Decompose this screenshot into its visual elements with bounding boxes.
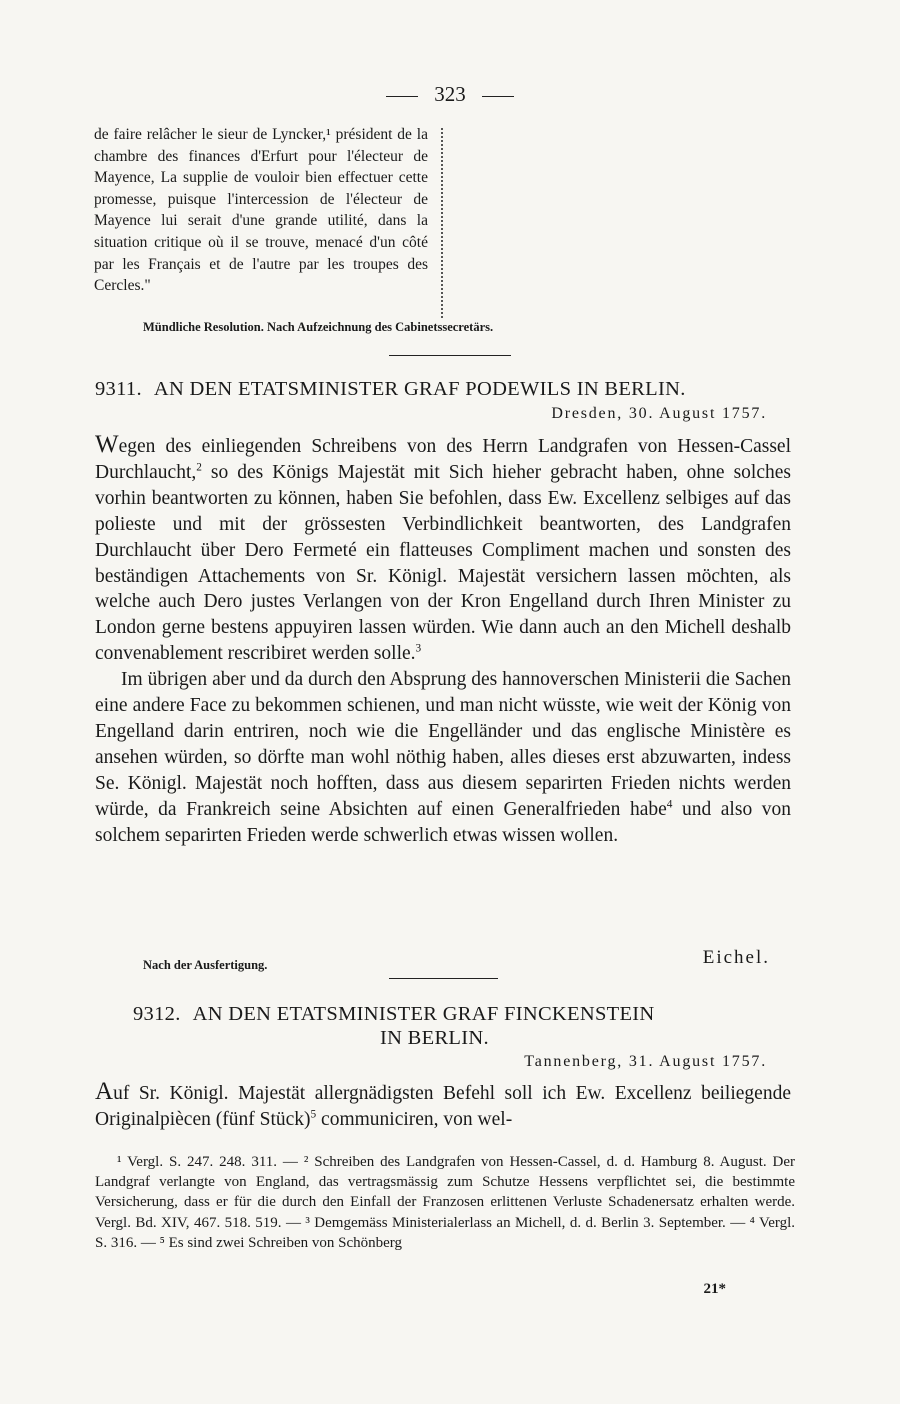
quote-dotted-rule (441, 128, 443, 318)
footnote-ref: 5 (310, 1108, 317, 1121)
footnote-ref: 3 (415, 642, 422, 655)
body-paragraph (95, 667, 791, 848)
paragraph-text: und also von solchem separirten Frieden werde schwerlich etwas wissen wollen. (95, 798, 791, 846)
paragraph-text: uf Sr. Königl. Majestät allergnädigsten Befehl soll ich Ew. Excellenz beiliegende Originalpiècen (fünf Stück) (95, 1083, 791, 1130)
letter-addressee: AN DEN ETATSMINISTER GRAF FINCKENSTEIN (192, 1003, 655, 1025)
letter-dateline: Tannenberg, 31. August 1757. (524, 1053, 767, 1070)
paragraph-text: communiciren, von wel- (316, 1108, 513, 1130)
footnotes (95, 1152, 795, 1253)
letter-number: 9311. (95, 378, 142, 400)
letter-heading (133, 1003, 655, 1026)
signature: Eichel. (702, 947, 770, 968)
source-note: Nach der Ausfertigung. (143, 958, 268, 972)
letter-number: 9312. (133, 1003, 181, 1025)
page-number-dash-right (482, 96, 514, 97)
sheet-signature-mark: 21* (703, 1281, 726, 1297)
letter-dateline: Dresden, 30. August 1757. (551, 405, 767, 422)
letter-body (95, 432, 791, 849)
letter-heading (95, 378, 686, 401)
footnote-ref: 4 (666, 798, 673, 811)
footnote-ref: 2 (196, 461, 202, 474)
quoted-passage: de faire relâcher le sieur de Lyncker,¹ président de la chambre des finances d'Erfurt pour l'électeur de Mayence, La supplie de vouloir bien effectuer cette promesse, puisque l'intercession de l'électeur de Mayence lui serait d'une grande utilité, dans la situation critique où il se trouve, menacé d'un côté par les Français et de l'autre par les troupes des Cercles." (94, 126, 428, 295)
section-divider (389, 978, 498, 979)
page-number-line (0, 82, 900, 107)
footnote-text: ¹ Vergl. S. 247. 248. 311. — ² Schreiben des Landgrafen von Hessen-Cassel, d. d. Hamburg 8. August. Der Landgraf verlangte von England, das vertragsmässig zum Schutze Hessens verpflichtet sei, die bestimmte Versicherung, dass er für die durch den Einfall der Franzosen erlittenen Verluste Schadenersatz erhalten werde. Vergl. Bd. XIV, 467. 518. 519. — ³ Demgemäss Ministerialerlass an Michell, d. d. Berlin 3. September. — ⁴ Vergl. S. 316. — ⁵ Es sind zwei Schreiben von Schönberg (95, 1154, 795, 1251)
paragraph-text: egen des einliegenden Schreibens von des Herrn Landgrafen von Hessen-Cassel Durchlaucht, (95, 436, 791, 483)
initial-letter: W (95, 431, 119, 458)
paragraph-text: so des Königs Majestät mit Sich hieher gebracht haben, ohne solches vorhin beantworten zu können, haben Sie befohlen, dass Ew. Excellenz selbiges auf das polieste und mit der grössesten Verbindlichkeit beantworten, des Landgrafen Durchlaucht über Dero Fermeté ein flatteuses Compliment machen und sonsten des beständigen Attachements von Sr. Königl. Majestät versichern lassen möchten, als welche auch Dero justes Verlangen von der Kron Engelland durch Ihren Minister zu London gerne bestens appuyiren lassen würden. Wie dann auch an den Michell deshalb convenablement rescribiret werden solle. (95, 461, 791, 665)
resolution-note: Mündliche Resolution. Nach Aufzeichnung des Cabinetssecretärs. (143, 320, 494, 334)
page-number: 323 (434, 82, 466, 106)
paragraph-text: Im übrigen aber und da durch den Absprung des hannoverschen Ministerii die Sachen eine andere Face zu bekommen schienen, und man nicht wüsste, wie weit der König von Engelland darin entriren, noch wie die Engelländer und das englische Ministère es ansehen würden, so dörfte man wohl nöthig haben, alles dieses erst abzuwarten, indess Se. Königl. Majestät noch hofften, dass aus diesem separirten Frieden nichts werden würde, da Frankreich seine Absichten auf einen Generalfrieden habe (95, 669, 791, 820)
section-divider (389, 355, 511, 356)
body-paragraph (95, 432, 791, 667)
page-number-dash-left (386, 96, 418, 97)
letter-heading-continued: IN BERLIN. (380, 1027, 489, 1049)
body-paragraph (95, 1079, 791, 1133)
letter-addressee: AN DEN ETATSMINISTER GRAF PODEWILS IN BERLIN. (153, 378, 686, 400)
initial-letter: A (95, 1078, 114, 1105)
letter-body (95, 1079, 791, 1133)
